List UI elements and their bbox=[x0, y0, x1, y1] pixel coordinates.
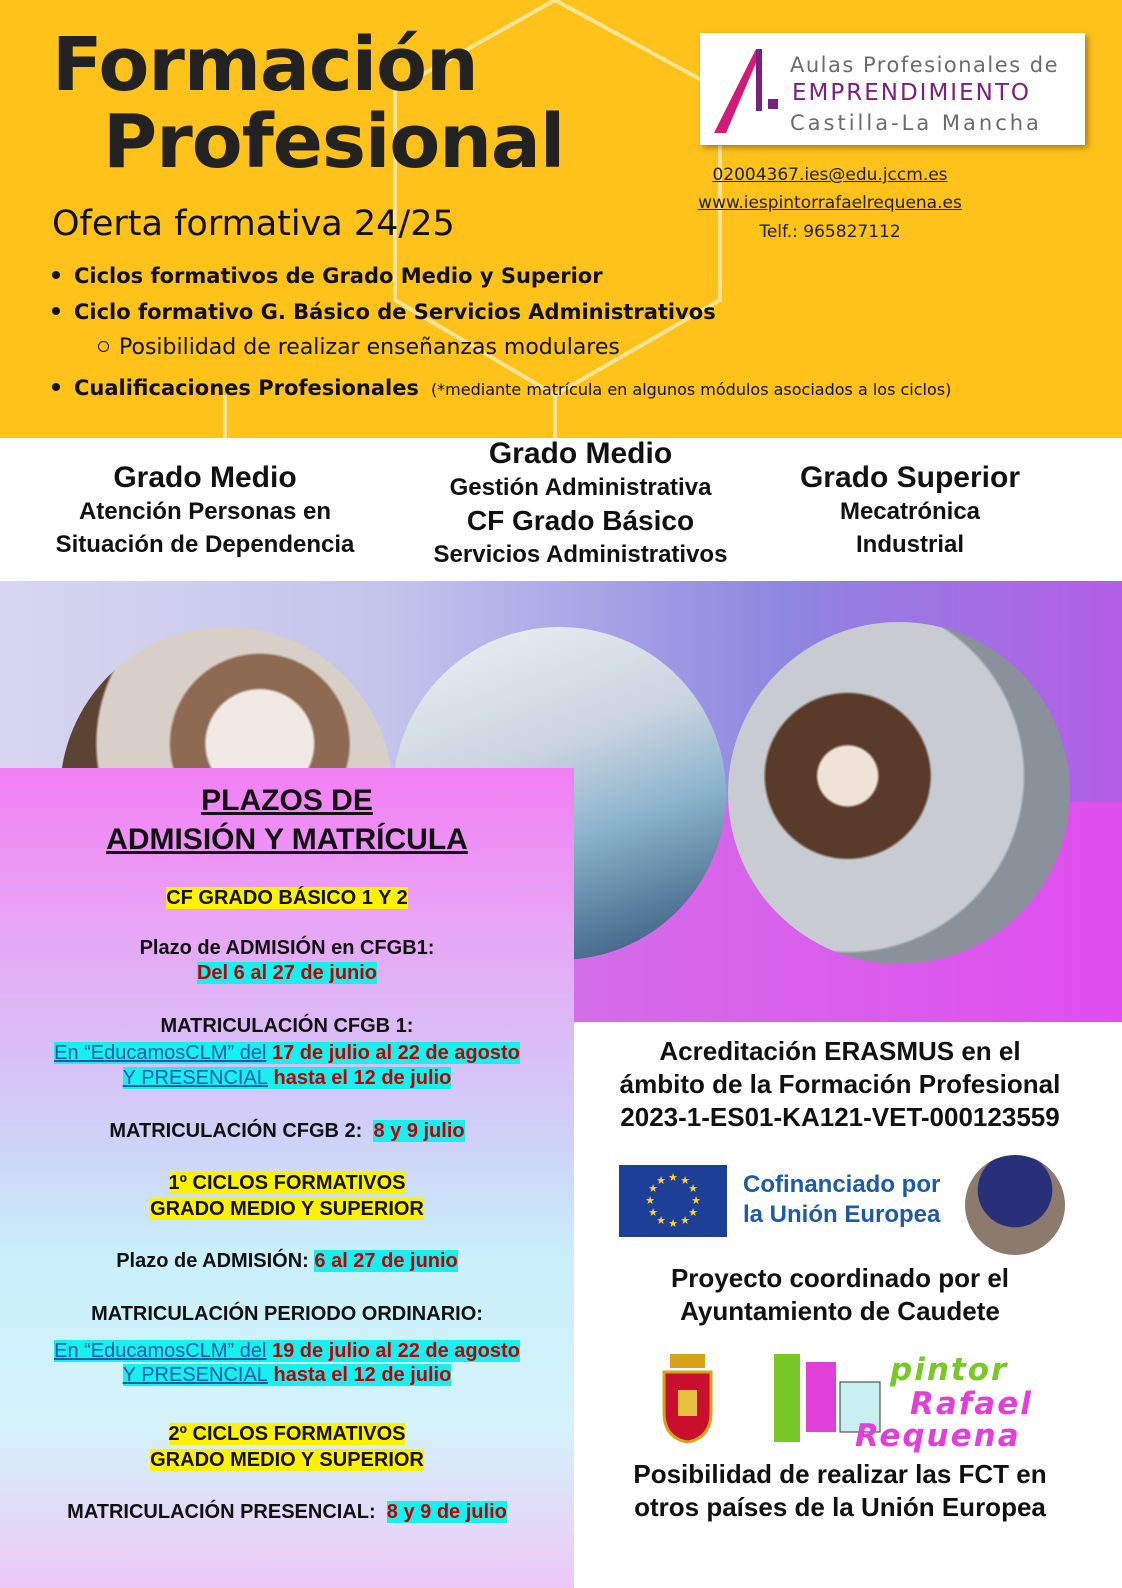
program-name-line2: Servicios Administrativos bbox=[433, 541, 728, 568]
logo-text-line1: Aulas Profesionales de bbox=[790, 53, 1060, 77]
plazos-heading-line2: ADMISIÓN Y MATRÍCULA bbox=[106, 823, 468, 856]
program-name-line1: Atención Personas en bbox=[78, 498, 332, 525]
svg-text:★: ★ bbox=[691, 1194, 701, 1207]
ies-name-line2: Rafael bbox=[910, 1386, 1033, 1422]
project-line1: Proyecto coordinado por el bbox=[670, 1263, 1010, 1293]
svg-text:★: ★ bbox=[645, 1194, 655, 1207]
ciclos-text: GRADO MEDIO Y SUPERIOR bbox=[150, 1198, 424, 1220]
plazos-heading-line1: PLAZOS DE bbox=[201, 784, 373, 817]
eu-text-line2: la Unión Europea bbox=[743, 1201, 941, 1228]
matric-cfgb2 bbox=[0, 1120, 574, 1143]
svg-text:★: ★ bbox=[688, 1182, 698, 1195]
matric-presencial bbox=[0, 1501, 574, 1524]
dates-text: Del 6 al 27 de junio bbox=[196, 962, 378, 984]
presencial-label: Y PRESENCIAL bbox=[122, 1364, 268, 1386]
ciclos2-title-line1 bbox=[0, 1423, 574, 1446]
program-gestion bbox=[398, 437, 763, 571]
bullet-note: (*mediante matrícula en algunos módulos asociados a los ciclos) bbox=[430, 380, 952, 399]
program-mecatronica bbox=[770, 461, 1050, 561]
dates-text: hasta el 12 de julio bbox=[273, 1067, 452, 1089]
svg-text:★: ★ bbox=[648, 1206, 658, 1219]
bullet-text: Ciclo formativo G. Básico de Servicios Administrativos bbox=[74, 300, 716, 324]
admision-ciclos bbox=[0, 1250, 574, 1273]
svg-text:★: ★ bbox=[668, 1171, 678, 1184]
dates-text: 6 al 27 de junio bbox=[314, 1250, 458, 1272]
email-link[interactable]: 02004367.ies@edu.jccm.es bbox=[712, 165, 948, 185]
bullet-icon bbox=[52, 271, 60, 279]
sub-bullet-item bbox=[98, 335, 620, 360]
page-title-line2: Profesional bbox=[103, 99, 565, 185]
program-name-line1: Gestión Administrativa bbox=[449, 474, 712, 501]
project-line2: Ayuntamiento de Caudete bbox=[680, 1296, 1000, 1326]
ciclos1-title-line1 bbox=[0, 1172, 574, 1195]
offer-subtitle: Oferta formativa 24/25 bbox=[52, 204, 455, 244]
matric-ordinario-label: MATRICULACIÓN PERIODO ORDINARIO: bbox=[91, 1303, 483, 1325]
bullet-item bbox=[52, 264, 603, 288]
basico-title-text: CF GRADO BÁSICO 1 Y 2 bbox=[166, 887, 408, 909]
svg-text:★: ★ bbox=[648, 1182, 658, 1195]
bullet-item bbox=[52, 300, 716, 324]
basico-title bbox=[0, 887, 574, 910]
ciclos1-title-line2 bbox=[0, 1198, 574, 1221]
presencial-label: Y PRESENCIAL bbox=[122, 1067, 268, 1089]
ies-name-line1: pintor bbox=[890, 1352, 1009, 1388]
matric-cfgb1-presencial bbox=[0, 1067, 574, 1090]
ies-name-line3: Requena bbox=[855, 1418, 1021, 1454]
bullet-icon bbox=[52, 307, 60, 315]
caudete-coat-of-arms-icon bbox=[660, 1352, 715, 1444]
erasmus-code: 2023-1-ES01-KA121-VET-000123559 bbox=[620, 1102, 1060, 1132]
dates-text: 19 de julio al 22 de agosto bbox=[272, 1340, 520, 1362]
page-title-line1: Formación bbox=[52, 22, 478, 108]
logo-text-line2: EMPRENDIMIENTO bbox=[792, 80, 1031, 106]
fct-line1: Posibilidad de realizar las FCT en bbox=[633, 1459, 1047, 1489]
logo-text-line3: Castilla-La Mancha bbox=[790, 111, 1042, 135]
erasmus-accreditation bbox=[590, 1035, 1090, 1134]
educamos-link[interactable]: En “EducamosCLM” del bbox=[54, 1340, 267, 1362]
eu-text-line1: Cofinanciado por bbox=[743, 1171, 941, 1198]
svg-text:★: ★ bbox=[680, 1214, 690, 1227]
matric-ordinario-presencial bbox=[0, 1364, 574, 1387]
program-atencion bbox=[20, 461, 390, 561]
caudete-night-photo bbox=[965, 1155, 1065, 1255]
fct-abroad-note bbox=[600, 1458, 1080, 1524]
admision-cfgb1-dates bbox=[0, 962, 574, 985]
admision-cfgb1-label: Plazo de ADMISIÓN en CFGB1: bbox=[139, 937, 435, 959]
bullet-text: Cualificaciones Profesionales bbox=[74, 376, 419, 400]
bullet-icon bbox=[52, 383, 60, 391]
program-name-line1: Mecatrónica bbox=[839, 498, 981, 525]
dates-text: 8 y 9 de julio bbox=[386, 1501, 507, 1523]
ciclos-text: GRADO MEDIO Y SUPERIOR bbox=[150, 1449, 424, 1471]
svg-text:★: ★ bbox=[668, 1217, 678, 1230]
svg-text:★: ★ bbox=[656, 1214, 666, 1227]
program-name-line2: Industrial bbox=[855, 531, 964, 558]
bullet-text: Ciclos formativos de Grado Medio y Superior bbox=[74, 264, 603, 288]
dates-text: 17 de julio al 22 de agosto bbox=[272, 1042, 520, 1064]
program-level: Grado Medio bbox=[488, 437, 673, 470]
fct-line2: otros países de la Unión Europea bbox=[634, 1492, 1046, 1522]
project-coordinator bbox=[600, 1262, 1080, 1328]
program-level: Grado Superior bbox=[799, 461, 1021, 494]
logo-emprendimiento bbox=[700, 33, 1085, 145]
eu-cofinanced-text bbox=[743, 1170, 940, 1230]
circle-bullet-icon bbox=[98, 341, 109, 352]
admision-label: Plazo de ADMISIÓN: bbox=[116, 1250, 309, 1272]
a-logo-icon bbox=[706, 41, 786, 137]
matric-ordinario-online bbox=[0, 1340, 574, 1363]
website-link[interactable]: www.iespintorrafaelrequena.es bbox=[698, 193, 962, 213]
svg-text:★: ★ bbox=[688, 1206, 698, 1219]
ciclos2-title-line2 bbox=[0, 1449, 574, 1472]
bullet-text: Posibilidad de realizar enseñanzas modulares bbox=[119, 335, 620, 360]
svg-text:★: ★ bbox=[656, 1174, 666, 1187]
dates-text: 8 y 9 julio bbox=[373, 1120, 465, 1142]
svg-text:★: ★ bbox=[680, 1174, 690, 1187]
matric-presencial-label: MATRICULACIÓN PRESENCIAL: bbox=[67, 1501, 376, 1523]
program-level2: CF Grado Básico bbox=[466, 505, 695, 536]
ciclos-text: 1º CICLOS FORMATIVOS bbox=[168, 1172, 406, 1194]
matric-cfgb1-label: MATRICULACIÓN CFGB 1: bbox=[160, 1015, 414, 1037]
eu-flag-icon bbox=[619, 1165, 727, 1237]
erasmus-line2: ámbito de la Formación Profesional bbox=[619, 1069, 1061, 1099]
program-level: Grado Medio bbox=[113, 461, 297, 494]
program-name-line2: Situación de Dependencia bbox=[55, 531, 355, 558]
ciclos-text: 2º CICLOS FORMATIVOS bbox=[168, 1423, 406, 1445]
erasmus-line1: Acreditación ERASMUS en el bbox=[659, 1036, 1021, 1066]
phone-number: Telf.: 965827112 bbox=[759, 222, 901, 242]
matric-cfgb2-label: MATRICULACIÓN CFGB 2: bbox=[109, 1120, 363, 1142]
dates-text: hasta el 12 de julio bbox=[273, 1364, 452, 1386]
bullet-item bbox=[52, 376, 951, 400]
matric-cfgb1-online bbox=[0, 1042, 574, 1065]
photo-mechatronics-lab bbox=[728, 622, 1070, 964]
educamos-link[interactable]: En “EducamosCLM” del bbox=[54, 1042, 267, 1064]
